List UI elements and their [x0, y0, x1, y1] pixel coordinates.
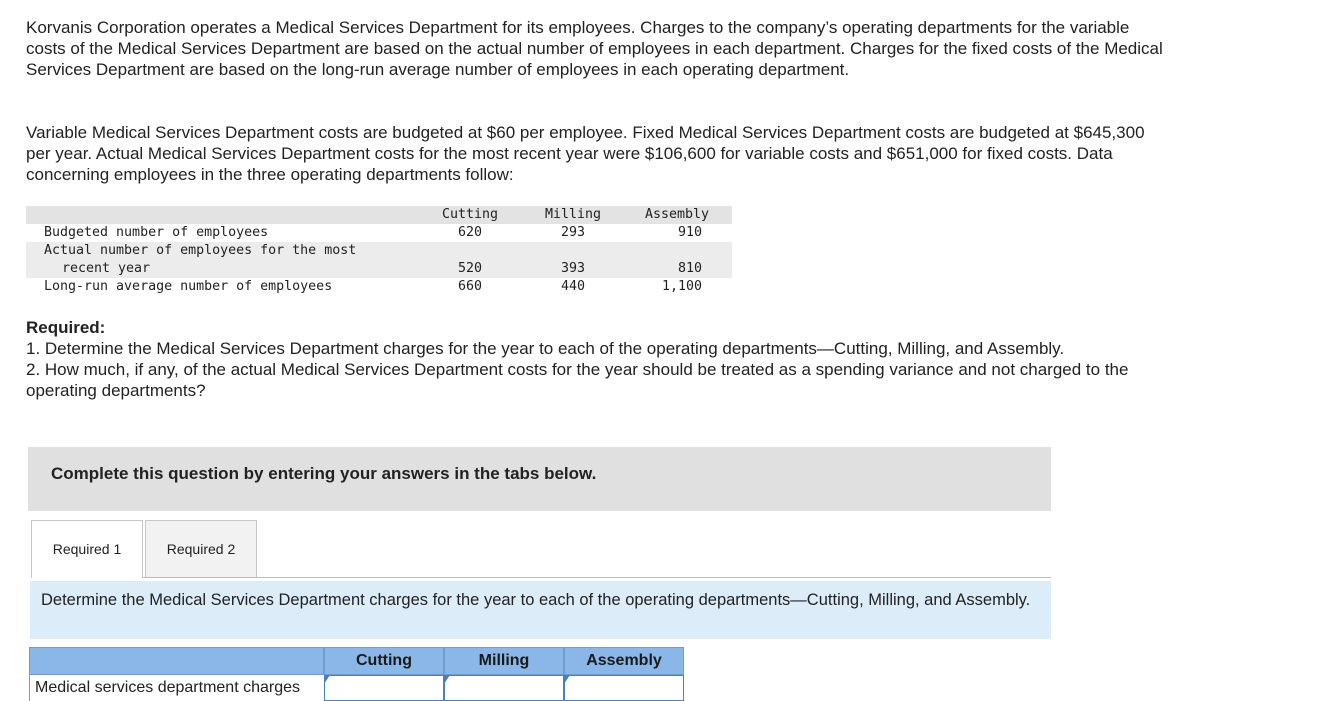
row-label-budgeted: Budgeted number of employees: [44, 225, 269, 240]
table-cell: 440: [560, 279, 586, 294]
answer-header-cutting: Cutting: [324, 647, 444, 675]
tab-instruction: [30, 581, 1051, 639]
instructions-banner: [28, 447, 1051, 511]
required-heading: Required:: [26, 318, 106, 337]
col-header-milling: Milling: [544, 207, 602, 222]
col-header-cutting: Cutting: [441, 207, 499, 222]
row-label-actual: Actual number of employees for the most: [44, 243, 357, 258]
answer-row-label: Medical services department charges: [29, 675, 324, 701]
tab-instruction-text: Determine the Medical Services Department charges for the year to each of the operating departments—Cutting, Milling, and Assembly.: [41, 591, 1031, 609]
answer-header-milling: Milling: [444, 647, 564, 675]
tab-divider: [142, 577, 1051, 578]
milling-charge-input[interactable]: [444, 675, 564, 701]
row-label-long-run: Long-run average number of employees: [44, 279, 333, 294]
required-section: [26, 317, 1146, 401]
intro-paragraph-1: Korvanis Corporation operates a Medical Services Department for its employees. Charges to the company’s operating departments for the variable costs of the Medical Services Department are based on the actual number of employees in each department. Charges for the fixed costs of the Medical Services Department are based on the long-run average number of employees in each operating department.: [26, 18, 1163, 79]
required-item-2: 2. How much, if any, of the actual Medical Services Department costs for the year should be treated as a spending variance and not charged to the operating departments?: [26, 360, 1129, 400]
required-item-1: 1. Determine the Medical Services Department charges for the year to each of the operating departments—Cutting, Milling, and Assembly.: [26, 339, 1065, 358]
assembly-charge-input[interactable]: [564, 675, 684, 701]
col-header-assembly: Assembly: [644, 207, 710, 222]
table-cell: 1,100: [661, 279, 702, 294]
tab-required-2[interactable]: Required 2: [145, 520, 257, 577]
answer-header-blank: [29, 647, 324, 675]
table-cell: 293: [560, 225, 586, 240]
cutting-charge-input[interactable]: [324, 675, 444, 701]
intro-paragraph-2: Variable Medical Services Department costs are budgeted at $60 per employee. Fixed Medical Services Department costs are budgeted at $645,300 per year. Actual Medical Services Department costs for the most recent year were $106,600 for variable costs and $651,000 for fixed costs. Data concerning employees in the three operating departments follow:: [26, 123, 1145, 184]
table-cell: 393: [560, 261, 586, 276]
table-cell: 810: [677, 261, 702, 276]
instructions-banner-text: Complete this question by entering your answers in the tabs below.: [51, 464, 597, 483]
table-cell: 660: [457, 279, 483, 294]
table-cell: 520: [457, 261, 483, 276]
tab-required-1[interactable]: Required 1: [31, 520, 143, 578]
table-cell: 620: [457, 225, 483, 240]
table-cell: 910: [677, 225, 702, 240]
row-label-actual-cont: recent year: [62, 261, 151, 276]
answer-header-assembly: Assembly: [564, 647, 684, 675]
